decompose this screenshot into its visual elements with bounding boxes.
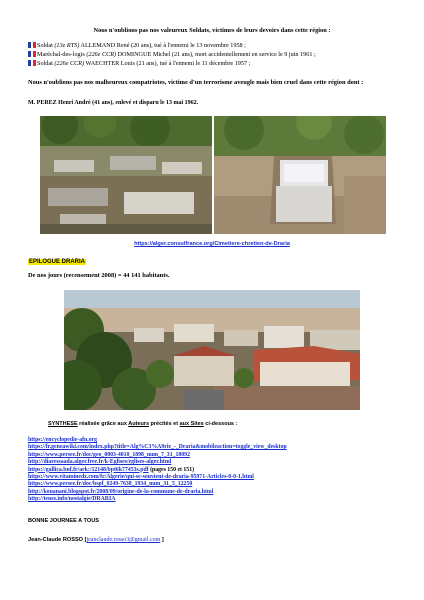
source-link[interactable]: https://www.persee.fr/doc/geo_0003-4010_1898_num_7_31_18092 (28, 451, 190, 458)
source-link[interactable]: https://encyclopedie-afn.org (28, 437, 98, 443)
soldier-line-2 (28, 50, 316, 59)
soldier-line-3 (28, 59, 250, 68)
synthese-text: réalisée grâce aux (77, 421, 129, 427)
french-flag-icon (28, 60, 36, 66)
soldier-rank: Soldat (37, 42, 53, 49)
synthese-sites: aux Sites (179, 421, 204, 427)
cemetery-photo-left (40, 116, 212, 234)
bracket: ] (160, 537, 164, 543)
census-line: De nos jours (recensement 2008) = 44 141 habitants. (28, 272, 170, 279)
bracket: [ (83, 537, 87, 543)
source-link[interactable]: https://fr.geneawiki.com/index.php?title=Alg%C3%A9rie_-_Draria&mobileaction=toggle_view_desktop (28, 444, 287, 451)
soldier-rank: Maréchal-des-logis (37, 51, 85, 58)
source-link[interactable]: https://gallica.bnf.fr/ark:/12148/bpt6k77453s.pdf (28, 466, 149, 473)
synthese-line (48, 421, 237, 427)
author-name: Jean-Claude ROSSO (28, 537, 84, 543)
synthese-text: ci-dessous : (203, 421, 238, 427)
cemetery-link[interactable]: https://alger.consulfrance.org/Cimetiere-chretien-de-Draria (134, 241, 290, 247)
french-flag-icon (28, 42, 36, 48)
source-link-row (28, 467, 287, 474)
gallica-pages-note: (pages 150 et 151) (148, 466, 195, 473)
source-link[interactable]: http://diaressaada.alger.free.fr/k-Eglises/eglises-alger.html (28, 459, 172, 466)
synthese-text: précités et (149, 421, 180, 427)
source-link[interactable]: https://www.vitaminedz.com/fr/Algerie/qui-se-souvient-de-draria-95971-Articles-0-0-1.html (28, 474, 254, 481)
soldier-text: WAECHTER Louis (21 ans), tué à l'ennemi le 11 décembre 1957 ; (84, 60, 251, 67)
soldier-text: DOMINGUE Michel (21 ans), mort accidentellement en service le 9 juin 1961 ; (116, 51, 316, 58)
soldier-rank: Soldat (37, 60, 53, 67)
synthese-auteurs: Auteurs (128, 421, 149, 427)
author-email-link[interactable]: jeanclaude.rosso3@gmail.com (86, 537, 161, 543)
source-link[interactable]: http://kouanani.blogspot.fr/2008/09/origine-de-la-commune-de-draria.html (28, 488, 214, 495)
source-link[interactable]: http://tenes.info/nostalgie/DRARIA (28, 496, 116, 503)
soldier-unit: (226e CCR) (54, 60, 85, 67)
signature-line (28, 537, 164, 543)
closing-line: BONNE JOURNEE A TOUS (28, 518, 99, 524)
source-links-list (28, 437, 287, 504)
source-link[interactable]: https://www.persee.fr/doc/bspf_0249-7638_1934_num_31_5_12250 (28, 481, 193, 488)
soldiers-heading: Nous n'oublions pas nos valeureux Soldats, victimes de leurs devoirs dans cette région : (93, 27, 331, 34)
cemetery-photo-right (214, 116, 386, 234)
perez-line: M. PEREZ Henri André (41 ans), enlevé et disparu le 13 mai 1962. (28, 100, 199, 106)
victims-heading: Nous n'oublions pas nos malheureux compatriotes, victime d'un terrorisme aveugle mais bien cruel dans cette région dont : (28, 79, 364, 86)
draria-town-photo (64, 290, 360, 410)
french-flag-icon (28, 51, 36, 57)
soldier-unit: (226e CCR) (86, 51, 117, 58)
soldier-text: ALLEMAND René (20 ans), tué à l'ennemi le 13 novembre 1958 ; (79, 42, 246, 49)
soldier-unit: (13e RTS) (54, 42, 80, 49)
epilogue-heading: EPILOGUE DRARIA (29, 259, 86, 265)
synthese-lead: SYNTHESE (48, 421, 78, 427)
soldier-line-1 (28, 41, 246, 50)
